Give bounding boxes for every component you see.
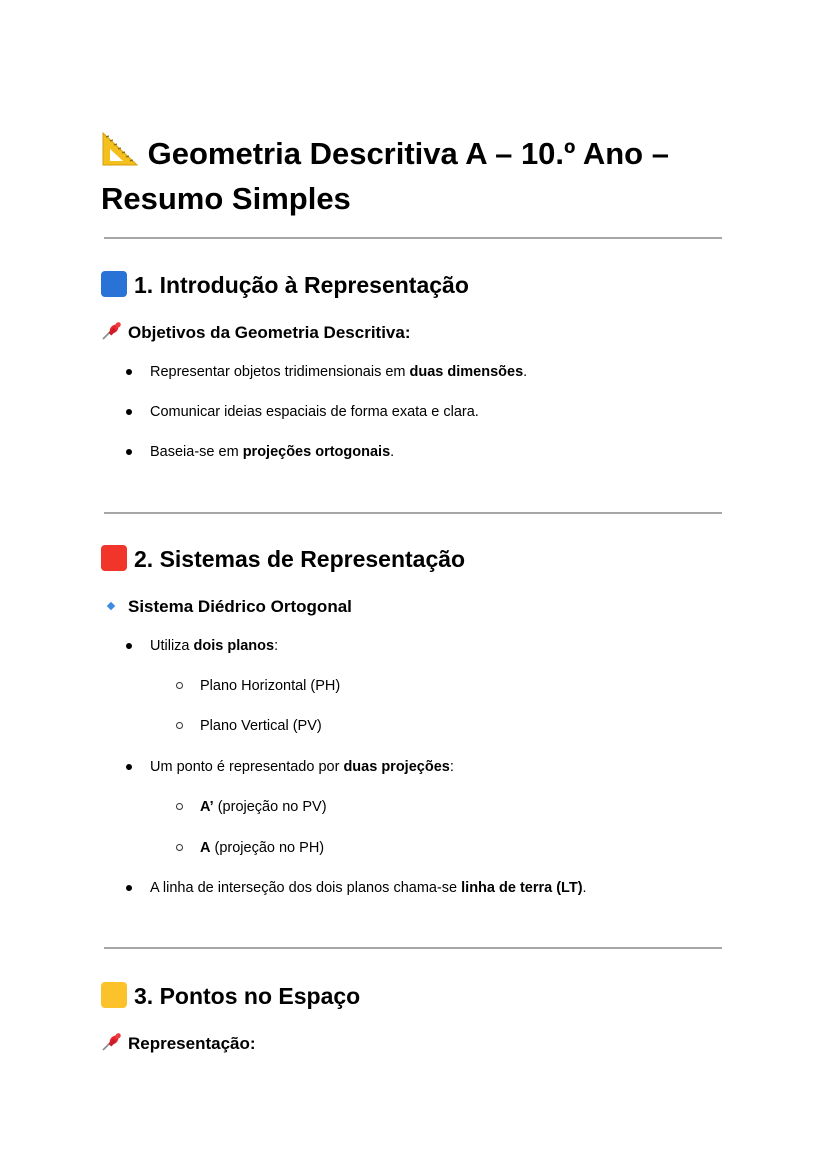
hollow-bullet-icon [176, 844, 183, 851]
hollow-bullet-icon [176, 803, 183, 810]
subheading-objetivos [101, 321, 411, 344]
sub-list-item [200, 797, 327, 817]
item-text: Representar objetos tridimensionais em [150, 364, 410, 380]
item-text: A linha de interseção dos dois planos chama-se [150, 880, 462, 896]
sub-list-item [200, 676, 340, 696]
item-text: Plano Vertical (PV) [200, 718, 322, 734]
item-text: Plano Horizontal (PH) [200, 678, 341, 694]
bullet-icon [126, 369, 132, 375]
section-heading-1 [101, 270, 469, 300]
item-text: . [582, 880, 587, 896]
hollow-bullet-icon [176, 722, 183, 729]
divider [104, 947, 722, 949]
item-text: Utiliza [150, 638, 194, 654]
document-title [101, 131, 741, 220]
section-heading-3 [101, 981, 360, 1011]
section-heading-text: 2. Sistemas de Representação [134, 546, 466, 572]
subheading-text: Representação: [128, 1034, 256, 1053]
subheading-text: Objetivos da Geometria Descritiva: [128, 323, 411, 342]
pushpin-icon [101, 321, 123, 341]
bullet-icon [126, 764, 132, 770]
item-bold-text: dois planos [193, 638, 275, 654]
list-item [150, 442, 394, 462]
list-item [150, 878, 587, 898]
item-text: . [390, 444, 395, 460]
list-item [150, 402, 479, 422]
item-text: : [449, 759, 454, 775]
bullet-icon [126, 643, 132, 649]
subheading-text: Sistema Diédrico Ortogonal [128, 597, 352, 616]
sub-list-item [200, 838, 324, 858]
item-text: Um ponto é representado por [150, 759, 344, 775]
bullet-icon [126, 449, 132, 455]
blue-diamond-icon [107, 602, 115, 610]
list-item [150, 362, 527, 382]
hollow-bullet-icon [176, 682, 183, 689]
sub-list-item [200, 716, 322, 736]
list-item [150, 757, 454, 777]
title-text: Geometria Descritiva A – 10.º Ano – Resumo Simples [101, 136, 669, 216]
yellow-square-icon [101, 982, 127, 1008]
item-bold-text: A [200, 840, 211, 856]
subheading-representacao [101, 1032, 256, 1055]
item-bold-text: A’ [200, 799, 214, 815]
item-bold-text: duas projeções [343, 759, 450, 775]
section-heading-text: 3. Pontos no Espaço [134, 983, 361, 1009]
item-bold-text: duas dimensões [409, 364, 524, 380]
bullet-icon [126, 885, 132, 891]
list-item [150, 636, 278, 656]
bullet-icon [126, 409, 132, 415]
item-text: : [274, 638, 279, 654]
section-heading-2 [101, 544, 465, 574]
divider [104, 237, 722, 239]
pushpin-icon [101, 1032, 123, 1052]
item-text: Baseia-se em [150, 444, 243, 460]
item-text: (projeção no PH) [210, 840, 325, 856]
divider [104, 512, 722, 514]
subheading-sistema-diedrico [101, 596, 352, 618]
item-bold-text: projeções ortogonais [242, 444, 391, 460]
red-square-icon [101, 545, 127, 571]
section-heading-text: 1. Introdução à Representação [134, 272, 469, 298]
triangular-ruler-icon [101, 131, 139, 178]
item-bold-text: linha de terra (LT) [461, 880, 583, 896]
item-text: . [523, 364, 528, 380]
blue-square-icon [101, 271, 127, 297]
item-text: Comunicar ideias espaciais de forma exata e clara. [150, 404, 479, 420]
item-text: (projeção no PV) [213, 799, 327, 815]
